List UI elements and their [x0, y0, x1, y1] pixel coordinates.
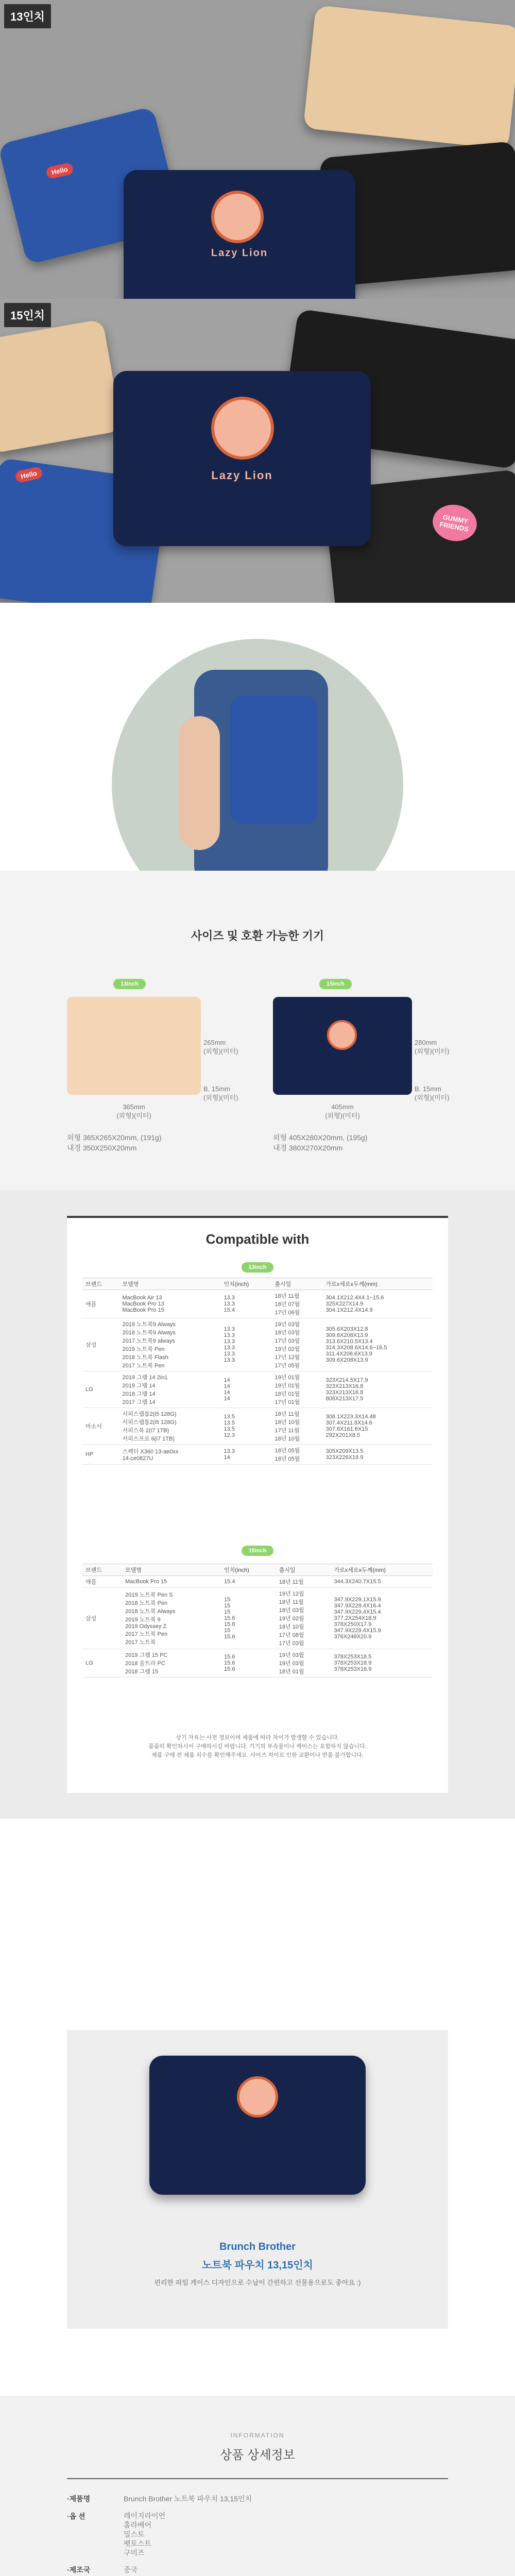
cell-brand: HP [82, 1445, 119, 1465]
cell-inch: 13.3 14 [221, 1445, 272, 1465]
promo-pouch [149, 2056, 366, 2195]
hero-13-section [0, 0, 515, 299]
compat-card [67, 1216, 448, 1793]
size-section [0, 871, 515, 1190]
cell-inch: 13.3 13.3 13.3 13.3 13.3 13.3 [221, 1318, 272, 1371]
cell-date: 18년 05월 18년 05월 [272, 1445, 323, 1465]
held-pouch [230, 696, 318, 824]
table-row [82, 1318, 433, 1371]
cell-inch: 15.6 15.6 15.6 [221, 1649, 276, 1677]
large-spec-1: 외형 405X280X20mm, (195g) [273, 1133, 368, 1142]
cell-brand: 마소서 [82, 1408, 119, 1445]
promo-lion-face [237, 2076, 278, 2117]
promo-desc: 편리한 파일 케이스 디자인으로 수납이 간편하고 선물용으로도 좋아요 :) [154, 2279, 361, 2286]
info-rows [67, 2494, 448, 2576]
promo-card [67, 2030, 448, 2329]
cell-date: 18년 11월 18년 10월 17년 11월 18년 10월 [272, 1408, 323, 1445]
cell-size: 344.3X240.7X15.5 [331, 1576, 433, 1588]
col-date: 출시일 [272, 1278, 323, 1290]
compat-pill-15: 15inch [242, 1546, 274, 1556]
pill-15inch: 15inch [319, 979, 352, 989]
note-1: 상기 자료는 사전 정보이며 제품에 따라 차이가 발생할 수 있습니다. [176, 1735, 339, 1741]
cell-model: MacBook Pro 15 [122, 1576, 221, 1588]
compat-table-13 [82, 1278, 433, 1465]
small-spec-2: 내경 350X250X20mm [67, 1144, 137, 1152]
info-row [67, 2511, 448, 2557]
compat-title: Compatible with [205, 1231, 310, 1247]
table-row [82, 1649, 433, 1677]
pouch-tan-left [0, 319, 122, 454]
compat-notes [67, 1734, 448, 1760]
info-row [67, 2494, 448, 2504]
size-tag-15: 15인치 [4, 303, 51, 327]
cell-date: 19년 12월 18년 11월 18년 03월 19년 02월 18년 10월 17년 08월 17년 03월 [276, 1588, 331, 1649]
photo-circle [112, 639, 403, 871]
cell-size: 308.1X223.3X14.48 307.4X211.8X14.6 307.6X161.6X15 292X201X8.5 [323, 1408, 433, 1445]
cell-size: 305X209X13.5 323X226X19.9 [323, 1445, 433, 1465]
large-height-label: 280mm (외형)(미터) [415, 1039, 450, 1055]
pouch-navy-lion [124, 170, 355, 299]
cell-brand: 삼성 [82, 1318, 119, 1371]
cell-model: 2019 그램 14 2in1 2019 그램 14 2018 그램 14 2017 그램 14 [119, 1371, 221, 1408]
cell-brand: LG [82, 1371, 119, 1408]
cell-brand: 삼성 [82, 1588, 122, 1649]
pouch-tan-toast [303, 5, 515, 149]
info-value: Brunch Brother 노트북 파우치 13,15인치 [124, 2495, 252, 2503]
info-label: ·옵 션 [67, 2512, 85, 2520]
large-spec-2: 내경 380X270X20mm [273, 1144, 343, 1152]
info-label: ·제조국 [67, 2566, 91, 2574]
table-row [82, 1445, 433, 1465]
cell-date: 19년 01월 19년 01월 18년 01월 17년 01월 [272, 1371, 323, 1408]
col-inch: 인치(inch) [221, 1564, 276, 1576]
small-pouch-diagram [67, 997, 201, 1095]
cell-model: 2019 그램 15 PC 2018 울트라 PC 2018 그램 15 [122, 1649, 221, 1677]
compat-section [0, 1190, 515, 1819]
size-section-title: 사이즈 및 호환 가능한 기기 [191, 929, 324, 942]
small-width-label: 365mm (외형)(미터) [116, 1103, 151, 1120]
table-row [82, 1576, 433, 1588]
compat-pill-13: 13inch [242, 1262, 274, 1273]
col-brand: 브랜드 [82, 1564, 122, 1576]
hello-badge: Hello [45, 162, 74, 179]
pill-13inch: 13inch [113, 979, 146, 989]
cell-model: 2019 노트북 Pen S 2018 노트북 Pen 2018 노트북 Always 2019 노트북 9 2019 Odyssey Z 2017 노트북 Pen 2017 노트북 [122, 1588, 221, 1649]
info-value: 중국 [124, 2566, 138, 2574]
note-2: 꼼꼼히 확인하시어 구매하시길 바랍니다. 기기의 부속물이나 케이스는 포함하지 않습니다. [148, 1743, 367, 1750]
cell-date: 19년 03월 19년 03월 18년 01월 [276, 1649, 331, 1677]
cell-brand: LG [82, 1649, 122, 1677]
info-title: 상품 상세정보 [220, 2448, 295, 2462]
info-section [0, 2396, 515, 2576]
lion-face-illustration [211, 191, 264, 243]
table-row [82, 1408, 433, 1445]
lion-face-illustration-15 [211, 397, 274, 460]
cell-inch: 15 15 15 15.6 15.6 15 15.6 [221, 1588, 276, 1649]
large-pouch-diagram [273, 997, 412, 1095]
table-row [82, 1588, 433, 1649]
col-size: 가로x세로x두께(mm) [331, 1564, 433, 1576]
gummy-sticker: GUMMY FRIENDS [430, 501, 480, 545]
cell-inch: 15.4 [221, 1576, 276, 1588]
hello-badge-15: Hello [14, 466, 43, 483]
cell-inch: 13.3 13.3 15.4 [221, 1290, 272, 1318]
compat-header-bar [67, 1216, 448, 1218]
cell-date: 18년 11월 [276, 1576, 331, 1588]
pouch-brand-text: Lazy Lion [211, 247, 268, 259]
cell-size: 305.6X203X12.8 309.6X208X13.9 313.6X210.5X13.4 314.3X208.6X14.6~16.5 311.4X208.6X13.9 309.6X208X13.9 [323, 1318, 433, 1371]
person-arm [179, 716, 220, 850]
pouch-navy-lion-15 [113, 371, 371, 546]
model-photo-section [0, 603, 515, 871]
cell-inch: 13.5 13.5 13.5 12.3 [221, 1408, 272, 1445]
small-spec-1: 외형 365X265X20mm, (191g) [67, 1133, 162, 1142]
promo-section [0, 1819, 515, 2396]
col-date: 출시일 [276, 1564, 331, 1576]
compat-head-15 [82, 1564, 433, 1576]
cell-date: 19년 03월 18년 03월 17년 03월 19년 02월 17년 12월 17년 05월 [272, 1318, 323, 1371]
small-height-label: 265mm (외형)(미터) [203, 1039, 238, 1055]
size-tag-13: 13인치 [4, 4, 51, 28]
compat-head-13 [82, 1278, 433, 1290]
cell-brand: 애플 [82, 1290, 119, 1318]
col-model: 모델명 [119, 1278, 221, 1290]
info-row [67, 2565, 448, 2575]
hero-15-section [0, 299, 515, 603]
small-depth-label: B. 15mm (외형)(미터) [203, 1085, 238, 1101]
cell-size: 347.9X229.1X15.9 347.9X229.4X16.4 347.9X229.4X15.4 377.2X254X18.9 378X250X17.9 347.9X229.4X15.9 376X248X20.9 [331, 1588, 433, 1649]
compat-table-15 [82, 1564, 433, 1677]
cell-size: 304.1X212.4X4.1~15.6 325X227X14.9 304.1X212.4X14.9 [323, 1290, 433, 1318]
cell-model: 서피스랩톱2(i5 128G) 서피스랩톱2(i5 128G) 서피스북 2(i7 1TB) 서피스프로 6(i7 1TB) [119, 1408, 221, 1445]
large-width-label: 405mm (외형)(미터) [325, 1103, 360, 1120]
cell-size: 378X253X18.5 378X253X18.9 378X253X16.9 [331, 1649, 433, 1677]
note-3: 제품 구매 전 제품 치수를 확인해주세요. 사이즈 차이로 인한 교환이나 반품 불가합니다. [151, 1752, 364, 1758]
col-inch: 인치(inch) [221, 1278, 272, 1290]
col-brand: 브랜드 [82, 1278, 119, 1290]
col-model: 모델명 [122, 1564, 221, 1576]
cell-model: MacBook Air 13 MacBook Pro 13 MacBook Pro 15 [119, 1290, 221, 1318]
cell-size: 323X214.5X17.9 323X213X16.8 323X213X16.8 806X213X17.5 [323, 1371, 433, 1408]
info-value: 레이지라이언 홈라베어 밀스토 펫토스트 구미즈 [124, 2512, 166, 2557]
table-row [82, 1371, 433, 1408]
large-depth-label: B. 15mm (외형)(미터) [415, 1085, 450, 1101]
pouch-brand-text-15: Lazy Lion [211, 469, 273, 482]
info-eyebrow: INFORMATION [230, 2432, 285, 2439]
large-diagram-lion [327, 1020, 357, 1050]
cell-model: 스펙터 X360 13-ae0xx 14-ce0827U [119, 1445, 221, 1465]
cell-inch: 14 14 14 14 [221, 1371, 272, 1408]
cell-brand: 애플 [82, 1576, 122, 1588]
col-size: 가로x세로x두께(mm) [323, 1278, 433, 1290]
info-label: ·제품명 [67, 2495, 91, 2503]
promo-title: Brunch Brother [219, 2241, 296, 2252]
promo-subtitle: 노트북 파우치 13,15인치 [202, 2260, 313, 2271]
cell-model: 2019 노트북9 Always 2018 노트북9 Always 2017 노트북9 always 2019 노트북 Pen 2018 노트북 Flash 2017 노트북 Pen [119, 1318, 221, 1371]
info-divider [67, 2478, 448, 2479]
table-row [82, 1290, 433, 1318]
cell-date: 18년 11월 18년 07월 17년 06월 [272, 1290, 323, 1318]
